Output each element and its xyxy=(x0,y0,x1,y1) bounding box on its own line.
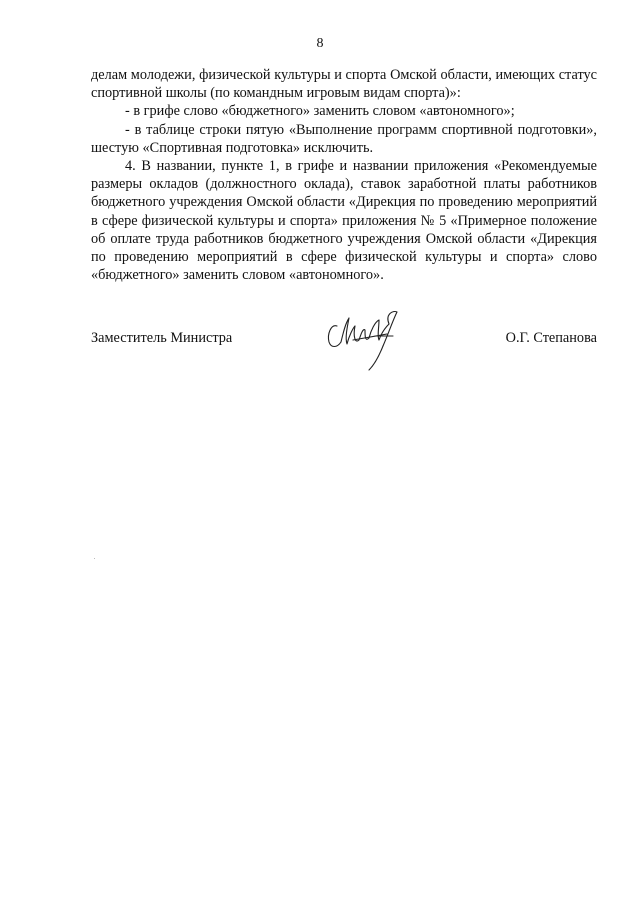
paragraph: 4. В названии, пункте 1, в грифе и названии приложения «Рекомендуемые размеры окладов (должностного оклада), ставок заработной платы работников бюджетного учреждения Омской области «Дирекция по проведению мероприятий в сфере физической культуры и спорта» приложения № 5 «Примерное положение об оплате труда работников бюджетного учреждения Омской области «Дирекция по проведению мероприятий в сфере физической культуры и спорта» слово «бюджетного» заменить словом «автономного». xyxy=(91,158,597,284)
paragraph: - в грифе слово «бюджетного» заменить словом «автономного»; xyxy=(125,103,515,120)
scan-speck xyxy=(94,558,95,559)
handwritten-signature xyxy=(323,306,403,374)
paragraph: делам молодежи, физической культуры и спорта Омской области, имеющих статус спортивной школы (по командным игровым видам спорта)»: xyxy=(91,67,597,102)
document-body xyxy=(91,66,597,284)
paragraph: - в таблице строки пятую «Выполнение программ спортивной подготовки», шестую «Спортивная подготовка» исключить. xyxy=(91,121,597,156)
signature-block xyxy=(91,330,597,370)
page-number: 8 xyxy=(316,36,324,51)
signer-name: О.Г. Степанова xyxy=(505,330,597,346)
signer-position: Заместитель Министра xyxy=(91,330,233,346)
